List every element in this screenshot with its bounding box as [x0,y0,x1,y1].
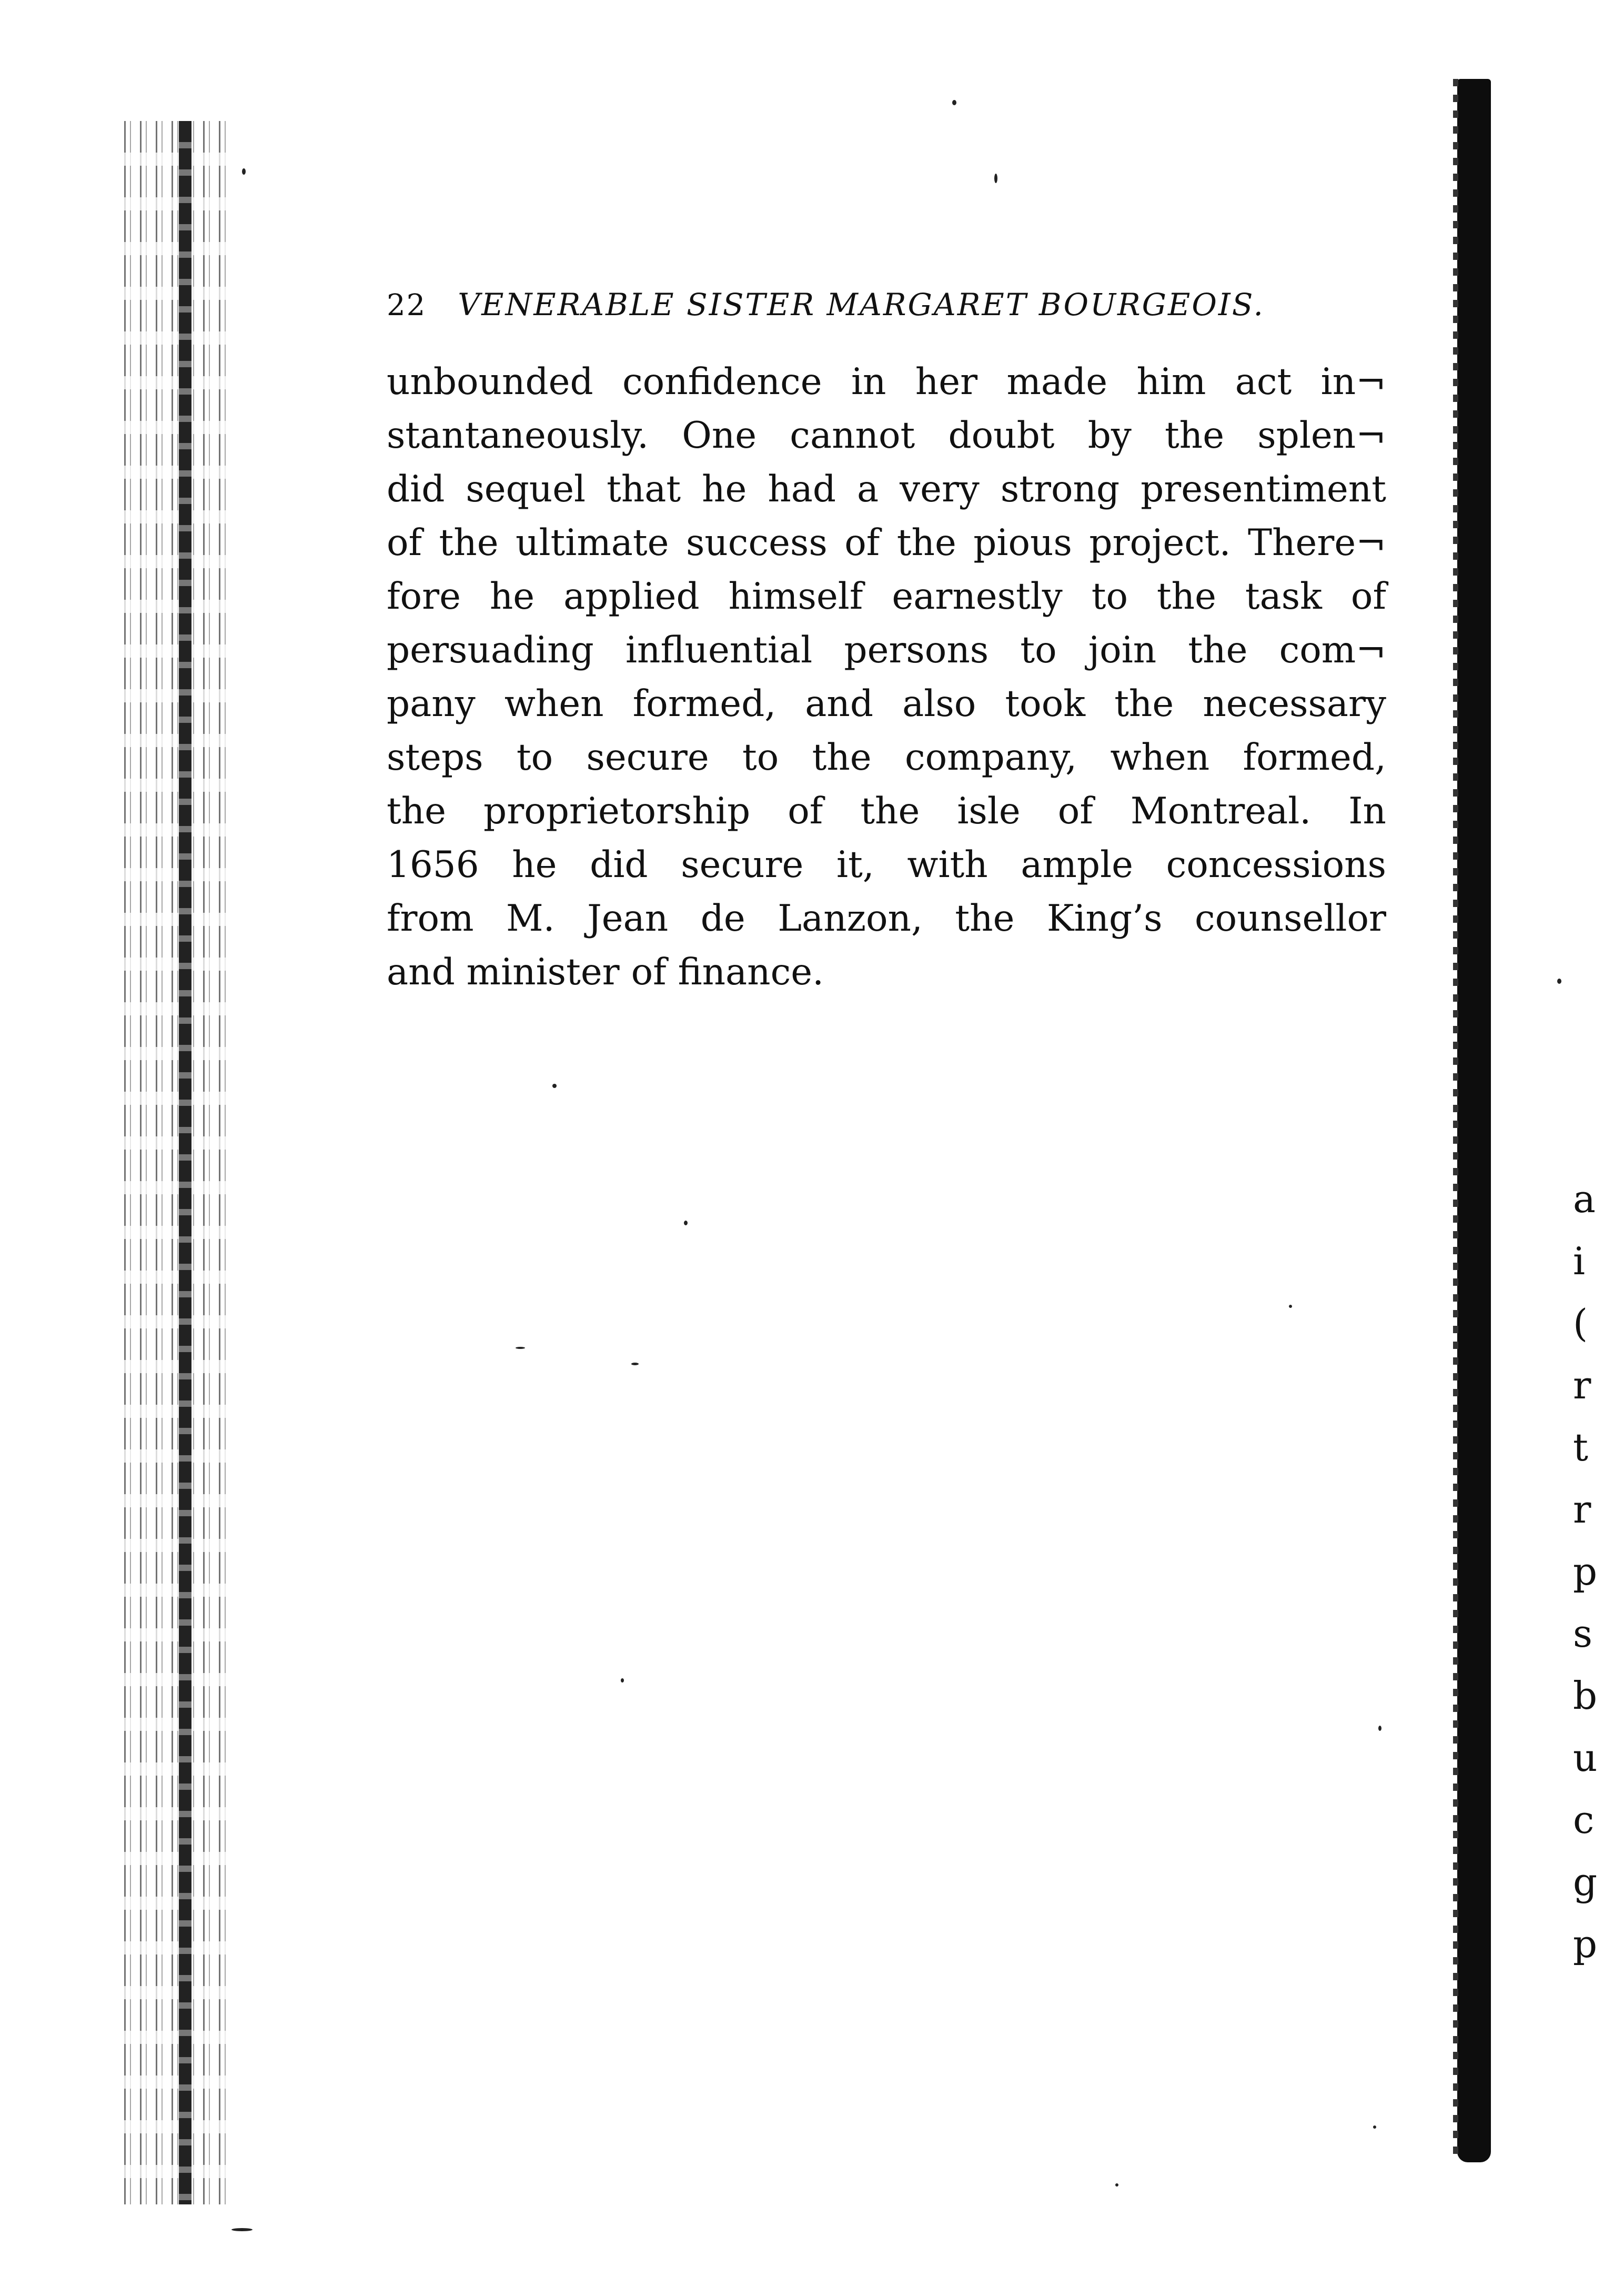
text-line: the proprietorship of the isle of Montreal. In [387,790,1386,832]
scan-speck [952,100,956,105]
text-line: persuading influential persons to join the com¬ [387,629,1386,671]
scan-speck [1557,979,1561,984]
fragment-letter: c [1573,1798,1595,1842]
fragment-letter: u [1573,1736,1598,1780]
page-number: 22 [387,288,427,323]
page-binding-shadow [179,121,191,2204]
text-line: unbounded confidence in her made him act in¬ [387,361,1386,403]
body-paragraph [387,355,1386,999]
fragment-letter: p [1573,1922,1598,1966]
text-line: and minister of finance. [387,951,824,993]
fragment-letter: s [1573,1611,1592,1656]
running-title: VENERABLE SISTER MARGARET BOURGEOIS. [458,287,1265,323]
text-line: 1656 he did secure it, with ample concessions [387,844,1386,886]
book-spine-shadow [1457,79,1491,2162]
scan-speck [516,1347,525,1349]
text-line: stantaneously. One cannot doubt by the splen¬ [387,415,1386,457]
fragment-letter: i [1573,1239,1586,1283]
scan-speck [242,168,246,175]
page-binding-edge [121,121,231,2204]
scan-speck [631,1363,639,1365]
scan-speck [1378,1726,1381,1731]
scan-speck [684,1221,688,1225]
fragment-letter: t [1573,1425,1588,1469]
scan-speck [994,174,997,183]
scan-speck [1373,2125,1376,2129]
scan-speck [552,1084,557,1088]
text-line: pany when formed, and also took the necessary [387,683,1386,725]
fragment-letter: a [1573,1177,1596,1221]
running-head [387,287,1386,329]
text-line: fore he applied himself earnestly to the task of [387,576,1386,618]
fragment-letter: r [1573,1363,1591,1407]
fragment-letter: ( [1573,1301,1588,1345]
scan-speck [1115,2183,1118,2187]
fragment-letter: r [1573,1487,1591,1532]
fragment-letter: p [1573,1549,1598,1594]
fragment-letter: g [1573,1860,1598,1904]
adjacent-page-fragments [1573,1168,1605,1975]
text-line: steps to secure to the company, when formed, [387,737,1386,779]
scan-speck [621,1678,624,1682]
text-line: did sequel that he had a very strong presentiment [387,468,1386,510]
scan-speck [1289,1305,1292,1308]
text-line: of the ultimate success of the pious project. There¬ [387,522,1386,564]
scan-speck [231,2228,253,2231]
text-line: from M. Jean de Lanzon, the King’s counsellor [387,898,1386,940]
fragment-letter: b [1573,1674,1598,1718]
